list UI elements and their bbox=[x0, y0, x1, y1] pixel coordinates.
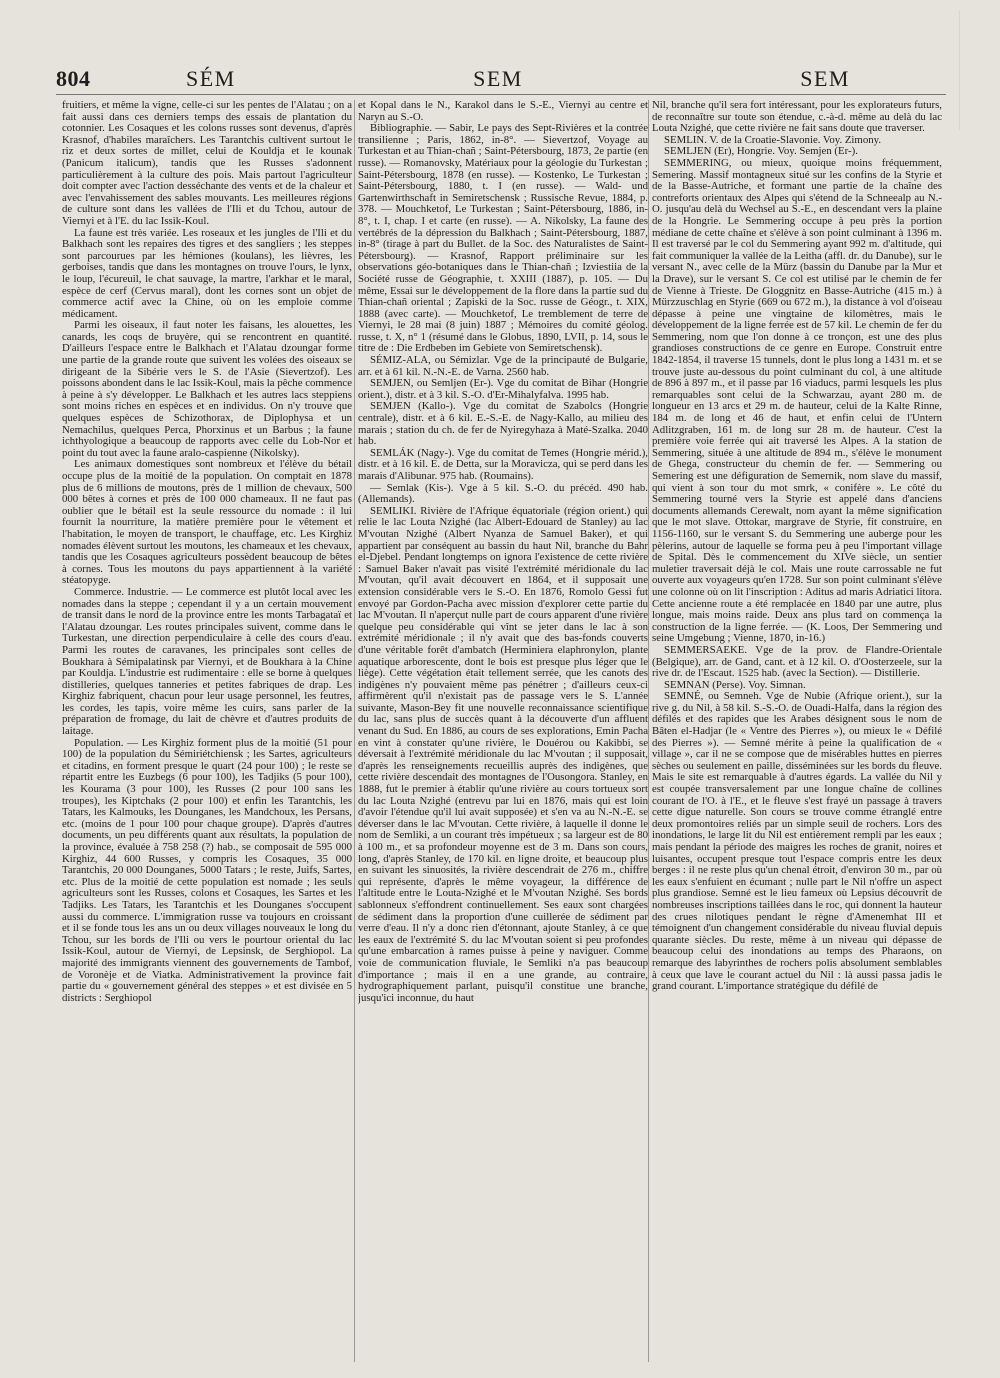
paragraph: Population. — Les Kirghiz forment plus de la moitié (51 pour 100) de la population du Sémiriétchiensk ; les Sartes, agriculteurs et citadins, en forment presque le quart (24 pour 100) ; le reste se répartit entre les Euzbegs (6 pour 100), les Tadjiks (5 pour 100), les Kourama (3 pour 100), les Russes (2 pour 100 sans les troupes), les Kiptchaks (2 pour 100) et enfin les Tarantchis, les Tatars, les Kalmouks, les Dounganes, les Mandchoux, les Persans, etc. (moins de 1 pour 100 pour chaque groupe). D'après d'autres documents, un peu différents quant aux résultats, la population de la province, évaluée à 758 258 (?) hab., se composait de 595 000 Kirghiz, 44 600 Russes, y compris les Cosaques, 35 000 Tarantchis, 20 000 Dounganes, 5000 Tatars ; le reste, Juifs, Sartes, etc. Plus de la moitié de cette population est nomade ; les seuls agriculteurs sont les Russes, colons et Cosaques, les Sartes et les Tadjiks. Les Tatars, les Tarantchis et les Dounganes s'occupent aussi du commerce. L'immigration russe va toujours en croissant et il se fonde tous les ans un ou deux villages nouveaux le long du Tchou, sur les bords de l'Ili ou vers le pourtour oriental du lac Issik-Koul, autour de Viernyi, de Lepsinsk, de Serghiopol. La majorité des immigrants viennent des gouvernements de Tambof, de Voronèje et de Viatka. Administrativement la province fait partie du « gouvernement général des steppes » et est divisée en 5 districts : Serghiopol bbox=[62, 736, 352, 1004]
entry-semliki: SEMLIKI. Rivière de l'Afrique équatoriale (région orient.) qui relie le lac Louta Nzighé (lac Albert-Edouard de Stanley) au lac M'voutan Nzighé (Albert Nyanza de Samuel Baker), et qui appartient par conséquent au bassin du haut Nil, branche du Bahr el-Djebel. Pendant longtemps on ignora l'existence de cette rivière : Samuel Baker n'avait pas visité l'extrémité méridionale du lac M'voutan, qu'il avait découvert en 1864, et il supposait une extension considérable vers le S.-O. En 1876, Romolo Gessi fut envoyé par Gordon-Pacha avec mission d'explorer cette partie du lac M'voutan. Il n'aperçut nulle part de cours apparent d'une rivière quelque peu considérable qui vînt se jeter dans le lac à son extrémité méridionale ; il n'y avait que des bas-fonds couverts d'une véritable forêt d'ambatch (Herminiera elaphronylon, plante aquatique arborescente, dont le bois est presque plus léger que le liège). Cette végétation était tellement serrée, que les canots des indigènes n'y pouvaient même pas pénétrer ; d'ailleurs ceux-ci affirmèrent qu'il n'existait pas de passage vers le S. L'année suivante, Mason-Bey fit une nouvelle reconnaissance scientifique du lac, sans plus de succès quant à la découverte d'un affluent venant du Sud. En 1886, au cours de ses explorations, Emin Pacha en vint à constater qu'une rivière, le Douérou ou Kakibbi, se déversait à l'extrémité méridionale du lac M'voutan ; il supposait, d'après les renseignements recueillis auprès des indigènes, que cette rivière descendait des montagnes de l'Ousongora. Stanley, en 1888, fut le premier à établir qu'une rivière au cours tortueux sort du lac Louta Nzighé (entrevu par lui en 1876, mais qui est loin d'avoir l'étendue qu'il lui avait supposée) et s'en va au N.-N.-E. se déverser dans le lac M'voutan. Cette rivière, à laquelle il donne le nom de Semliki, a un courant très impétueux ; sa largeur est de 80 à 100 m., et sa profondeur moyenne est de 3 m. Dans son cours, long, d'après Stanley, de 170 kil. en ligne droite, et beaucoup plus en suivant les sinuosités, la rivière descendrait de 276 m., chiffre qui représente, d'après le même voyageur, la différence de l'altitude entre le Louta-Nzighé et le M'voutan Nzighé. Ses bords sablonneux s'effondrent continuellement. Ses eaux sont chargées de sédiment dans la proportion d'une cuillerée de sédiment par verre d'eau. Il n'y a donc rien d'étonnant, ajoute Stanley, à ce que les eaux de l'extrémité S. du lac M'voutan soient si peu profondes qu'une embarcation à rames puisse à peine y naviguer. Comme voie de communication fluviale, le Semliki n'a pas beaucoup d'importance ; mais il en a une grande, au contraire, hydrographiquement parlant, puisqu'il constitue une branche, jusqu'ici inconnue, du haut bbox=[358, 504, 648, 1004]
entry-semlak-nagy: SEMLÁK (Nagy-). Vge du comitat de Temes (Hongrie mérid.), distr. et à 16 kil. E. de Detta, sur la Moravicza, qui se perd dans les marais d'Alibunar. 975 hab. (Roumains). bbox=[358, 446, 648, 482]
entry-semiz-ala: SÉMIZ-ALA, ou Sémizlar. Vge de la principauté de Bulgarie, arr. et à 61 kil. N.-N.-E. de Varna. 2560 hab. bbox=[358, 354, 648, 378]
paragraph: Commerce. Industrie. — Le commerce est plutôt local avec les nomades dans la steppe ; cependant il y a un certain mouvement de transit dans le nord de la province entre les monts Tarbagataï et l'Alatau dzoungar. Les routes principales suivent, comme dans le Turkestan, une direction perpendiculaire à celle des cours d'eau. Parmi les routes de caravanes, les principales sont celles de Boukhara à Sémipalatinsk par Viernyi, et de Boukhara à la Chine par Kouldja. L'industrie est rudimentaire : elle se borne à quelques distilleries, quelques tanneries et petites fabriques de drap. Les Kirghiz fabriquent, chacun pour leur usage personnel, les feutres, les cordes, les tapis, voire même les cuirs, sans parler de la préparation de fromage, du lait de chèvre et d'autres produits de laitage. bbox=[62, 585, 352, 738]
entry-semmersaeke: SEMMERSAEKE. Vge de la prov. de Flandre-Orientale (Belgique), arr. de Gand, cant. et à 12 kil. O. d'Oosterzeele, sur la rive dr. de l'Escaut. 1525 hab. (avec la Section). — Distillerie. bbox=[652, 643, 942, 680]
text-column-2 bbox=[358, 100, 648, 1368]
entry-semlak-kis: — Semlak (Kis-). Vge à 5 kil. S.-O. du précéd. 490 hab. (Allemands). bbox=[358, 481, 648, 506]
bibliography: Bibliographie. — Sabir, Le pays des Sept-Rivières et la contrée transilienne ; Paris, 1862, in-8°. — Sievertzof, Voyage au Turkestan et au Thian-chañ ; Saint-Pétersbourg, 1873, 2e partie (en russe). — Romanovsky, Matériaux pour la géologie du Turkestan ; Saint-Pétersbourg, 1878 (en russe). — Kostenko, Le Turkestan ; Saint-Pétersbourg, 1880, t. I (en russe). — Wald- und Gartenwirthschaft in Semiretschensk ; Russische Revue, 1884, p. 378. — Mouchketof, Le Turkestan ; Saint-Pétersbourg, 1886, in-8°, t. I, chap. I et carte (en russe). — A. Nikolsky, La faune des vertébrés de la dépression du Balkhach ; Saint-Pétersbourg, 1887, in-8° (tirage à part du Bullet. de la Soc. des Naturalistes de Saint-Pétersbourg). — Krasnof, Rapport préliminaire sur les observations géo-botaniques dans le Thian-chañ ; Izviestiia de la Société russe de Géographie, t. XXIII (1887), p. 105. — Du même, Essai sur le développement de la flore dans la partie sud du Thian-chañ oriental ; Zapiski de la Soc. russe de Géogr., t. XIX, 1888 (avec carte). — Mouchketof, Le tremblement de terre de Viernyi, le 28 mai (8 juin) 1887 ; Mémoires du comité géolog. russe, t. X, n° 1 (résumé dans le Globus, 1890, LVII, p. 14, sous le titre de : Die Erdbeben im Gebiete von Semiretschensk). bbox=[358, 122, 648, 355]
paragraph: La faune est très variée. Les roseaux et les jungles de l'Ili et du Balkhach sont les repaires des tigres et des sangliers ; les steppes sont parcourues par les hémiones (koulans), les lièvres, les gerboises, tandis que dans les montagnes on trouve l'ours, le lynx, le loup, l'écureuil, le chat sauvage, la martre, l'arkhar et le maral, espèce de cerf (Cervus maral), dont les cornes sont un objet de commerce actif avec la Chine, où on les emploie comme médicament. bbox=[62, 226, 352, 320]
paragraph: et Kopal dans le N., Karakol dans le S.-E., Viernyi au centre et Naryn au S.-O. bbox=[358, 100, 648, 123]
page-number: 804 bbox=[56, 66, 91, 91]
text-column-3 bbox=[652, 100, 942, 1368]
paragraph: Nil, branche qu'il sera fort intéressant, pour les explorateurs futurs, de reconnaître sur toute son étendue, c.-à-d. même au delà du lac Louta Nzighé, que cette rivière ne fait sans doute que traverser. bbox=[652, 100, 942, 135]
entry-semlin: SEMLIN. V. de la Croatie-Slavonie. Voy. Zimony. bbox=[664, 133, 882, 146]
entry-semnan: SEMNAN (Perse). Voy. Simnan. bbox=[664, 678, 806, 691]
running-head-center: SEM bbox=[473, 66, 523, 91]
entry-semne: SEMNÉ, ou Semneh. Vge de Nubie (Afrique orient.), sur la rive g. du Nil, à 58 kil. S.-S.-O. de Ouadi-Halfa, dans la région des défilés et des rapides que les Arabes désignent sous le nom de Bâten el-Hadjar (le « Ventre des Pierres »), ou mieux le « Défilé des Pierres »). — Semné mérite à peine la qualification de « village », car il ne se compose que de misérables huttes en pierres sèches ou seulement en paille, disséminées sur les bords du fleuve. Mais le site est remarquable à d'autres égards. La vallée du Nil y est coupée transversalement par une longue chaîne de collines courant de l'O. à l'E., et le fleuve s'est frayé un passage à travers cette digue naturelle. Son cours se trouve comme étranglé entre deux promontoires reliés par un simple seuil de rochers. Lors des inondations, le large lit du Nil est entièrement rempli par les eaux ; mais pendant la période des maigres les roches de granit, noires et luisantes, occupent presque tout l'espace compris entre les deux berges : il ne reste plus qu'un chenal étroit, d'environ 30 m., par où les eaux s'enfuient en écumant ; nulle part le Nil n'offre un aspect plus grandiose. Semné est le lieu fameux où Lepsius découvrit de nombreuses inscriptions taillées dans le roc, qui donnent la hauteur des crues nilotiques pendant le règne d'Amenemhat III et témoignent d'un changement considérable du niveau fluvial depuis quarante siècles. Du reste, même à un niveau qui dépasse de beaucoup celui des inondations au temps des Pharaons, on remarque des labyrinthes de rochers polis absolument semblables à ceux que lave le courant actuel du Nil : là aussi passa jadis le grand courant. L'importance stratégique du défilé de bbox=[652, 690, 942, 993]
paragraph: fruitiers, et même la vigne, celle-ci sur les pentes de l'Alatau ; on a fait aussi dans ces derniers temps des essais de plantation du cotonnier. Les Cosaques et les colons russes sont devenus, d'après Krasnof, d'habiles maraîchers. Les Tarantchis cultivent surtout le riz et deux sortes de millet, celui de Kouldja et le kounak (Panicum italicum), tandis que les Russes s'adonnent particulièrement à la culture des pois. Mais partout l'agriculteur doit compter avec l'action desséchante des vents et de la chaleur et avec l'envahissement des sables mouvants. Les meilleures régions de culture sont dans les vallées de l'Ili et du Tchou, autour de Viernyi et à l'E. du lac Issik-Koul. bbox=[62, 100, 352, 227]
column-rule bbox=[648, 100, 649, 1362]
running-head-right: SEM bbox=[800, 66, 850, 91]
page-edge-mark bbox=[959, 10, 960, 130]
running-head-left: SÉM bbox=[186, 66, 236, 91]
paragraph: Parmi les oiseaux, il faut noter les faisans, les alouettes, les canards, les coqs de bruyère, qui se rencontrent en quantité. D'ailleurs l'espace entre le Balkhach et l'Alatau dzoungar forme une partie de la grande route que suivent les volées des oiseaux se dirigeant de la Sibérie vers le S. de l'Asie (Sievertzof). Les poissons abondent dans le lac Issik-Koul, mais la pêche commence à peine à s'y développer. Le Balkhach et les autres lacs steppiens sont moins riches en espèces et en individus. On n'y trouve que quelques espèces de Schizothorax, de Diplophysa et un Nemachilus, quelques Perca, Phorxinus et un Barbus ; la faune ichthyologique a beaucoup de rapports avec celle du Lob-Nor et point du tout avec la faune aralo-caspienne (Nikolsky). bbox=[62, 319, 352, 459]
column-rule bbox=[354, 100, 355, 1362]
entry-semljen: SEMLJEN (Er), Hongrie. Voy. Semjen (Er-). bbox=[664, 145, 858, 158]
entry-semjen: SEMJEN, ou Semljen (Er-). Vge du comitat de Bihar (Hongrie orient.), distr. et à 3 kil. S.-O. d'Er-Mihalyfalva. 1995 hab. bbox=[358, 377, 648, 401]
text-column-1 bbox=[62, 100, 352, 1368]
page-header bbox=[56, 66, 940, 92]
entry-semmering: SEMMERING, ou mieux, quoique moins fréquemment, Semering. Massif montagneux situé sur les confins de la Styrie et de la Basse-Autriche, et formant une partie de la chaîne des contreforts orientaux des Alpes qui s'étend de la Schneealp au N.-O. jusqu'au delà du Wechsel au S.-E., en descendant vers la plaine de la Hongrie. Le Semmering occupe à peu près la portion médiane de cette chaîne et s'élève à son point culminant à 1396 m. Il est traversé par le col du Semmering ayant 992 m. d'altitude, qui fait communiquer la vallée de la Leitha (affl. dr. du Danube), sur le versant N., avec celle de la Mürz (bassin du Danube par la Mur et la Drave), sur le versant S. Ce col est utilisé par le chemin de fer de Vienne à Trieste. De Gloggnitz en Basse-Autriche (415 m.) à Mürzzuschlag en Styrie (669 ou 672 m.), la distance à vol d'oiseau dépasse à peine une vingtaine de kilomètres, mais le développement de la ligne ferrée est de 57 kil. Le chemin de fer du Semmering, nom que l'on donne à ce tronçon, est une des plus grandioses constructions de ce genre en Europe. Construit entre 1842-1854, il traverse 15 tunnels, dont le plus long a 1431 m. et se trouve juste au-dessous du point culminant du col, à une altitude de 896 à 897 m., et il passe par 16 viaducs, parmi lesquels les plus remarquables sont celui de la Schwarzau, ayant 280 m. de longueur en 13 arcs et 29 m. de hauteur, celui de la Kalte Rinne, 184 m. de long et 46 de haut, et enfin celui de l'Untern Adlitzgraben, 161 m. de long sur 28 m. de hauteur. C'est la première voie ferrée qui ait traversé les Alpes. A la station de Semmering, située à une altitude de 894 m., s'élève le monument de Ghega, constructeur du chemin de fer. — Semmering ou Semering est une défiguration de Semernik, nom slave du massif, qui vient à son tour du mot smrk, « conifère ». Le côté du Semmering tourné vers la Styrie est appelé dans d'anciens documents allemands Cerewalt, nom ayant la même signification que le mot slave. Ottokar, margrave de Styrie, fit construire, en 1156-1160, sur le versant S. du Semmering une auberge pour les pèlerins, autour de laquelle se forma peu à peu l'important village de Spital. Dès le commencement du XIVe siècle, un sentier muletier traversait déjà le col. Mais une route carrossable ne fut ouverte aux voyageurs qu'en 1728. Sur son point culminant s'élève une colonne où on lit l'inscription : Aditus ad maris Adriatici litora. Cette ancienne route a été remplacée en 1840 par une autre, plus longue, mais moins raide. Deux ans plus tard on commença la construction de la ligne ferrée. — (K. Loos, Der Semmering und seine Umgebung ; Vienne, 1870, in-16.) bbox=[652, 156, 942, 645]
entry-semjen-kallo: SEMJEN (Kallo-). Vge du comitat de Szabolcs (Hongrie centrale), distr. et à 6 kil. E.-S.-E. de Nagy-Kallo, au milieu des marais ; station du ch. de fer de Nyiregyhaza à Maté-Szalka. 2040 hab. bbox=[358, 400, 648, 448]
paragraph: Les animaux domestiques sont nombreux et l'élève du bétail occupe plus de la moitié de la population. On comptait en 1878 plus de 6 millions de moutons, près de 1 million de chevaux, 500 000 bêtes à cornes et près de 100 000 chameaux. Il ne faut pas oublier que le bétail est la seule ressource du nomade : il lui fournit la nourriture, la matière première pour le vêtement et l'habitation, le moyen de transport, le chauffage, etc. Les Kirghiz nomades élèvent surtout les moutons, les chameaux et les chevaux, tandis que les Cosaques agriculteurs possèdent beaucoup de bêtes à cornes. Tous les moutons du pays appartiennent à la variété stéatopyge. bbox=[62, 458, 352, 587]
header-rule bbox=[56, 94, 946, 95]
